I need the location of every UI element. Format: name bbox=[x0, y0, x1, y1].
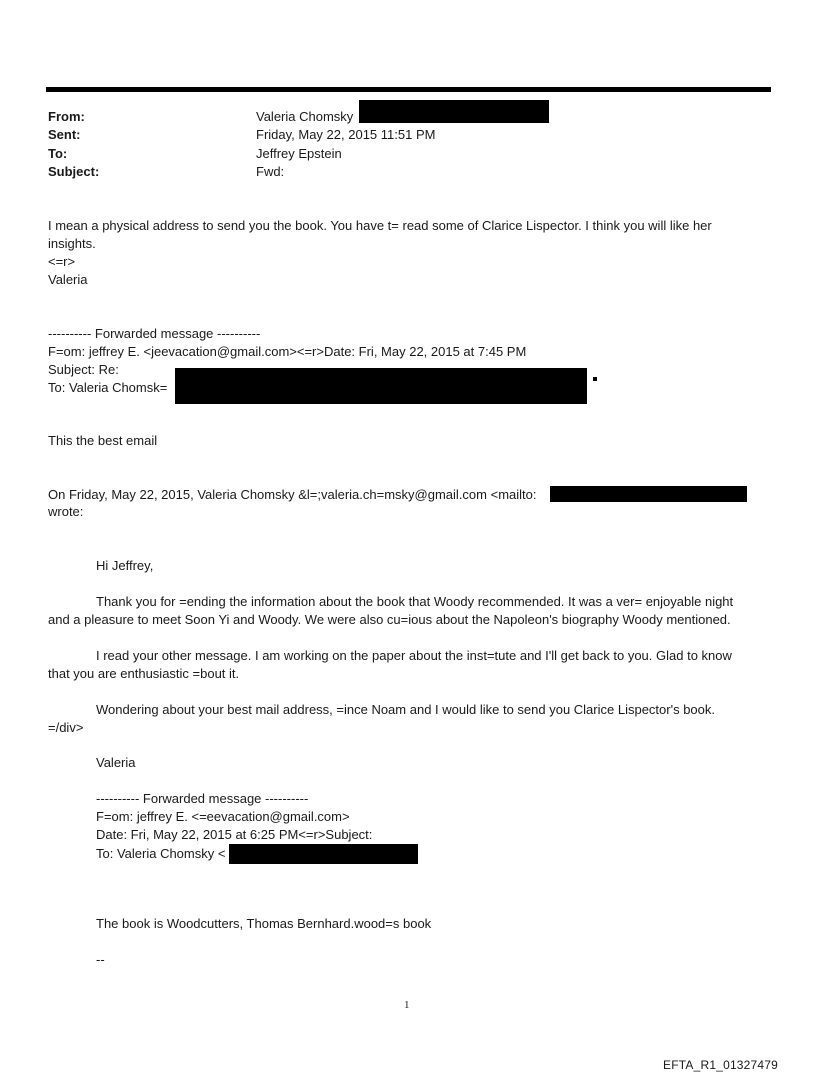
to-value: Jeffrey Epstein bbox=[256, 146, 342, 161]
page-number: 1 bbox=[404, 999, 410, 1011]
sent-value: Friday, May 22, 2015 11:51 PM bbox=[256, 127, 436, 142]
redaction-forward2-to bbox=[229, 844, 418, 864]
header-rule bbox=[46, 87, 771, 92]
forward-banner-1: ---------- Forwarded message ---------- bbox=[48, 326, 261, 341]
quote-intro-line-1: On Friday, May 22, 2015, Valeria Chomsky &l=;valeria.ch=msky@gmail.com <mailto: bbox=[48, 487, 537, 502]
forward2-to-line: To: Valeria Chomsky < bbox=[96, 846, 226, 861]
subject-value: Fwd: bbox=[256, 164, 285, 179]
sent-label: Sent: bbox=[48, 127, 81, 142]
to-label: To: bbox=[48, 146, 68, 161]
quote-para3-line-1: Wondering about your best mail address, =ince Noam and I would like to send you Clarice Lispector's book. bbox=[96, 702, 715, 717]
quote-para2-line-1: I read your other message. I am working on the paper about the inst=tute and I'll get back to you. Glad to know bbox=[96, 648, 732, 663]
redaction-from-email bbox=[359, 100, 549, 123]
forward2-date-line: Date: Fri, May 22, 2015 at 6:25 PM<=r>Subject: bbox=[96, 827, 373, 842]
forward1-from-line: F=om: jeffrey E. <jeevacation@gmail.com><=r>Date: Fri, May 22, 2015 at 7:45 PM bbox=[48, 344, 527, 359]
from-value: Valeria Chomsky bbox=[256, 109, 354, 124]
redaction-forward1-to bbox=[175, 368, 587, 404]
body-line-3: <=r> bbox=[48, 254, 76, 269]
forward1-to-line: To: Valeria Chomsk= bbox=[48, 380, 168, 395]
quote-signature: Valeria bbox=[96, 755, 136, 770]
forward2-message: The book is Woodcutters, Thomas Bernhard.wood=s book bbox=[96, 916, 432, 931]
bates-number: EFTA_R1_01327479 bbox=[663, 1058, 779, 1072]
quote-greeting: Hi Jeffrey, bbox=[96, 558, 154, 573]
forward1-subject-line: Subject: Re: bbox=[48, 362, 119, 377]
forward1-message: This the best email bbox=[48, 433, 158, 448]
quote-para2-line-2: that you are enthusiastic =bout it. bbox=[48, 666, 240, 681]
body-signature: Valeria bbox=[48, 272, 88, 287]
forward-banner-2: ---------- Forwarded message ---------- bbox=[96, 791, 309, 806]
quote-intro-line-2: wrote: bbox=[48, 504, 84, 519]
quote-para3-line-2: =/div> bbox=[48, 720, 84, 735]
forward2-from-line: F=om: jeffrey E. <=eevacation@gmail.com> bbox=[96, 809, 350, 824]
quote-para1-line-2: and a pleasure to meet Soon Yi and Woody. We were also cu=ious about the Napoleon's biography Woody mentioned. bbox=[48, 612, 731, 627]
redaction-mailto bbox=[550, 486, 747, 502]
quote-para1-line-1: Thank you for =ending the information about the book that Woody recommended. It was a ver= enjoyable night bbox=[96, 594, 734, 609]
subject-label: Subject: bbox=[48, 164, 100, 179]
body-line-2: insights. bbox=[48, 236, 96, 251]
redaction-mark bbox=[593, 377, 597, 381]
signature-separator: -- bbox=[96, 952, 105, 967]
from-label: From: bbox=[48, 109, 85, 124]
body-line-1: I mean a physical address to send you the book. You have t= read some of Clarice Lispector. I think you will like her bbox=[48, 218, 712, 233]
